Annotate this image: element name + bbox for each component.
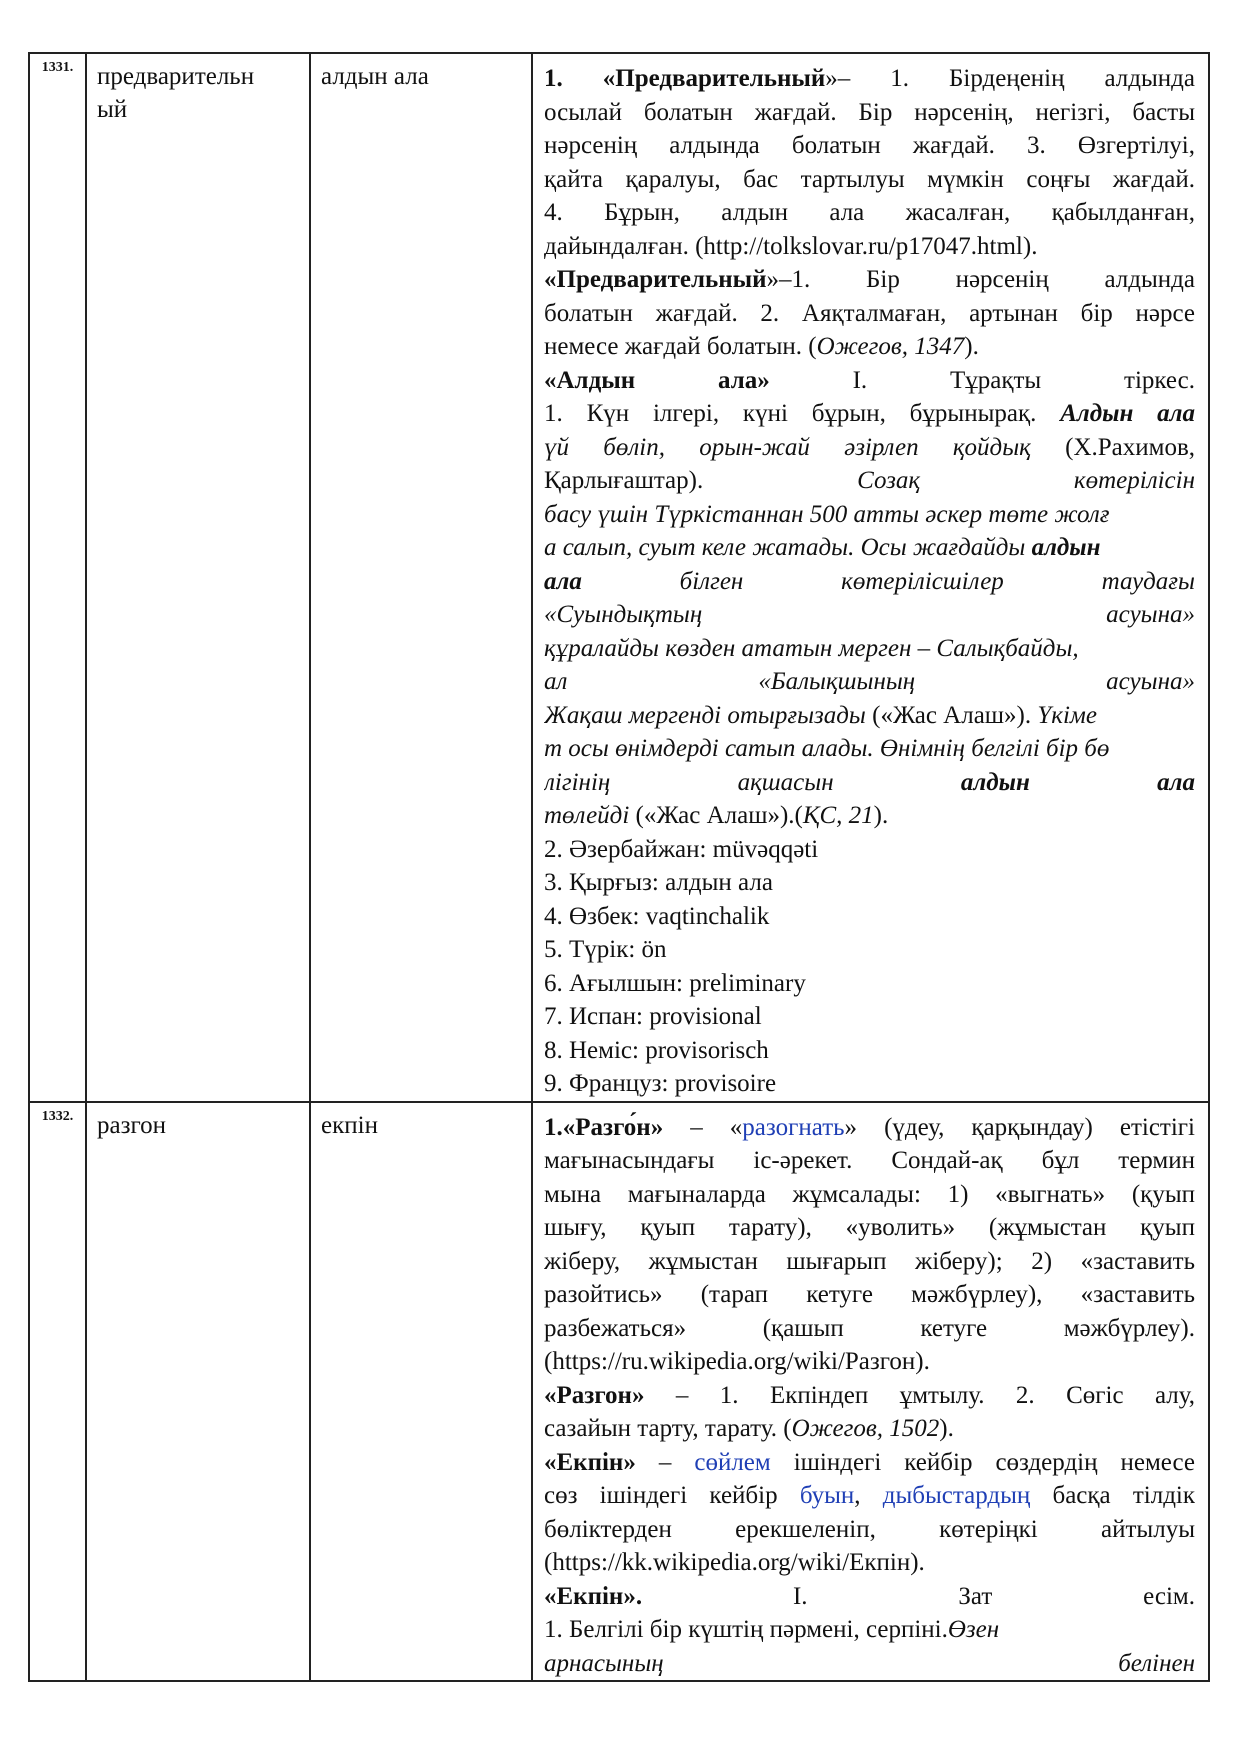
- definition-line: ала білген көтерілісшілер таудағы: [544, 567, 1195, 595]
- definition-line: 1. «Предварительный»– 1. Бірдеңенің алдында: [544, 65, 1195, 92]
- russian-term: разгон: [86, 1102, 310, 1682]
- definition-line: сазайын тарту, тарату. (Ожегов, 1502).: [544, 1415, 954, 1442]
- kazakh-term: алдын ала: [310, 53, 532, 1102]
- definition-line: «Суындықтың асуына»: [544, 601, 1195, 628]
- russian-term-cell: [86, 53, 310, 1102]
- definition-line: «Предварительный»–1. Бір нәрсенің алдында: [544, 266, 1195, 293]
- definition-line: 4. Өзбек: vaqtinchalik: [544, 902, 770, 930]
- definition-line: Қарлығаштар). Созақ көтерілісін: [544, 467, 1195, 494]
- definition-line: Жақаш мергенді отырғызады («Жас Алаш»). Үкіме: [544, 701, 1097, 729]
- definition-line: (https://kk.wikipedia.org/wiki/Екпін).: [544, 1549, 925, 1576]
- definition-line: дайындалған. (http://tolkslovar.ru/p17047.html).: [544, 232, 1038, 260]
- definition-line: разбежаться» (қашып кетуге мәжбүрлеу).: [544, 1314, 1195, 1342]
- definition-line: 1.«Разго́н» – «разогнать» (үдеу, қарқындау) етістігі: [544, 1113, 1195, 1141]
- definition-line: басу үшін Түркістаннан 500 атты әскер төте жолғ: [544, 500, 1110, 528]
- definition-line: разойтись» (тарап кетуге мәжбүрлеу), «заставить: [544, 1281, 1195, 1308]
- definition-line: төлейді («Жас Алаш»).(ҚС, 21).: [544, 802, 889, 829]
- definition-line: 1. Белгілі бір күштің пәрмені, серпіні.Өзен: [544, 1616, 1000, 1643]
- definition-line: 9. Француз: provisoire: [544, 1070, 777, 1097]
- russian-term-line: ый: [97, 96, 128, 123]
- definition-line: немесе жағдай болатын. (Ожегов, 1347).: [544, 333, 979, 360]
- definition-line: болатын жағдай. 2. Аяқталмаған, артынан бір нәрсе: [544, 299, 1195, 327]
- definition-line: ал «Балықшының асуына»: [544, 668, 1195, 695]
- definition-line: сөз ішіндегі кейбір буын, дыбыстардың басқа тілдік: [544, 1482, 1195, 1509]
- definition-line: нәрсенің алдында болатын жағдай. 3. Өзгертілуі,: [544, 132, 1195, 159]
- dictionary-table: [28, 52, 1210, 1682]
- definition-line: арнасының белінен: [544, 1649, 1195, 1677]
- table-row: [29, 1102, 1209, 1682]
- definition-line: осылай болатын жағдай. Бір нәрсенің, негізгі, басты: [544, 98, 1195, 126]
- definition-line: 4. Бұрын, алдын ала жасалған, қабылданған,: [544, 199, 1195, 226]
- kazakh-term: екпін: [310, 1102, 532, 1682]
- definition-line: мағынасындағы іс-әрекет. Сондай-ақ бұл термин: [544, 1147, 1195, 1174]
- definition-line: мына мағыналарда жұмсалады: 1) «выгнать» (қуып: [544, 1180, 1195, 1208]
- definition-line: 5. Түрік: ön: [544, 936, 667, 963]
- definition-line: бөліктерден ерекшеленіп, көтеріңкі айтылуы: [544, 1515, 1195, 1543]
- definition-line: а салып, суыт келе жатады. Осы жағдайды алдын: [544, 534, 1101, 561]
- entry-number: 1331.: [29, 53, 86, 1102]
- definition-line: 1. Күн ілгері, күні бұрын, бұрынырақ. Алдын ала: [544, 400, 1195, 427]
- definition-line: 7. Испан: provisional: [544, 1003, 762, 1030]
- definition-line: «Алдын ала» І. Тұрақты тіркес.: [544, 366, 1195, 394]
- definition-line: «Екпін» – сөйлем ішіндегі кейбір сөздердің немесе: [544, 1448, 1195, 1476]
- definition-line: шығу, қуып тарату), «уволить» (жұмыстан қуып: [544, 1214, 1195, 1241]
- definition-line: (https://ru.wikipedia.org/wiki/Разгон).: [544, 1348, 930, 1375]
- definition-line: жіберу, жұмыстан шығарып жіберу); 2) «заставить: [544, 1247, 1195, 1275]
- russian-term-line: предварительн: [97, 63, 255, 90]
- table-row: [29, 53, 1209, 1102]
- definition-line: т осы өнімдерді сатып алады. Өнімнің белгілі бір бө: [544, 735, 1110, 762]
- definition-cell: [532, 1102, 1209, 1682]
- definition-cell: [532, 53, 1209, 1102]
- definition-line: 2. Әзербайжан: müvəqqəti: [544, 835, 819, 863]
- definition-line: үй бөліп, орын-жай әзірлеп қойдық (Х.Рахимов,: [544, 433, 1195, 461]
- definition-line: 3. Қырғыз: алдын ала: [544, 869, 773, 896]
- definition-line: «Екпін». І. Зат есім.: [544, 1582, 1195, 1610]
- entry-number: 1332.: [29, 1102, 86, 1682]
- definition-line: «Разгон» – 1. Екпіндеп ұмтылу. 2. Сөгіс алу,: [544, 1381, 1195, 1409]
- definition-line: 6. Ағылшын: preliminary: [544, 969, 806, 997]
- definition-line: 8. Неміс: provisorisch: [544, 1036, 769, 1064]
- definition-line: қайта қаралуы, бас тартылуы мүмкін соңғы жағдай.: [544, 165, 1195, 193]
- definition-line: құралайды көзден ататын мерген – Салықбайды,: [544, 634, 1079, 662]
- definition-line: лігінің ақшасын алдын ала: [544, 768, 1195, 796]
